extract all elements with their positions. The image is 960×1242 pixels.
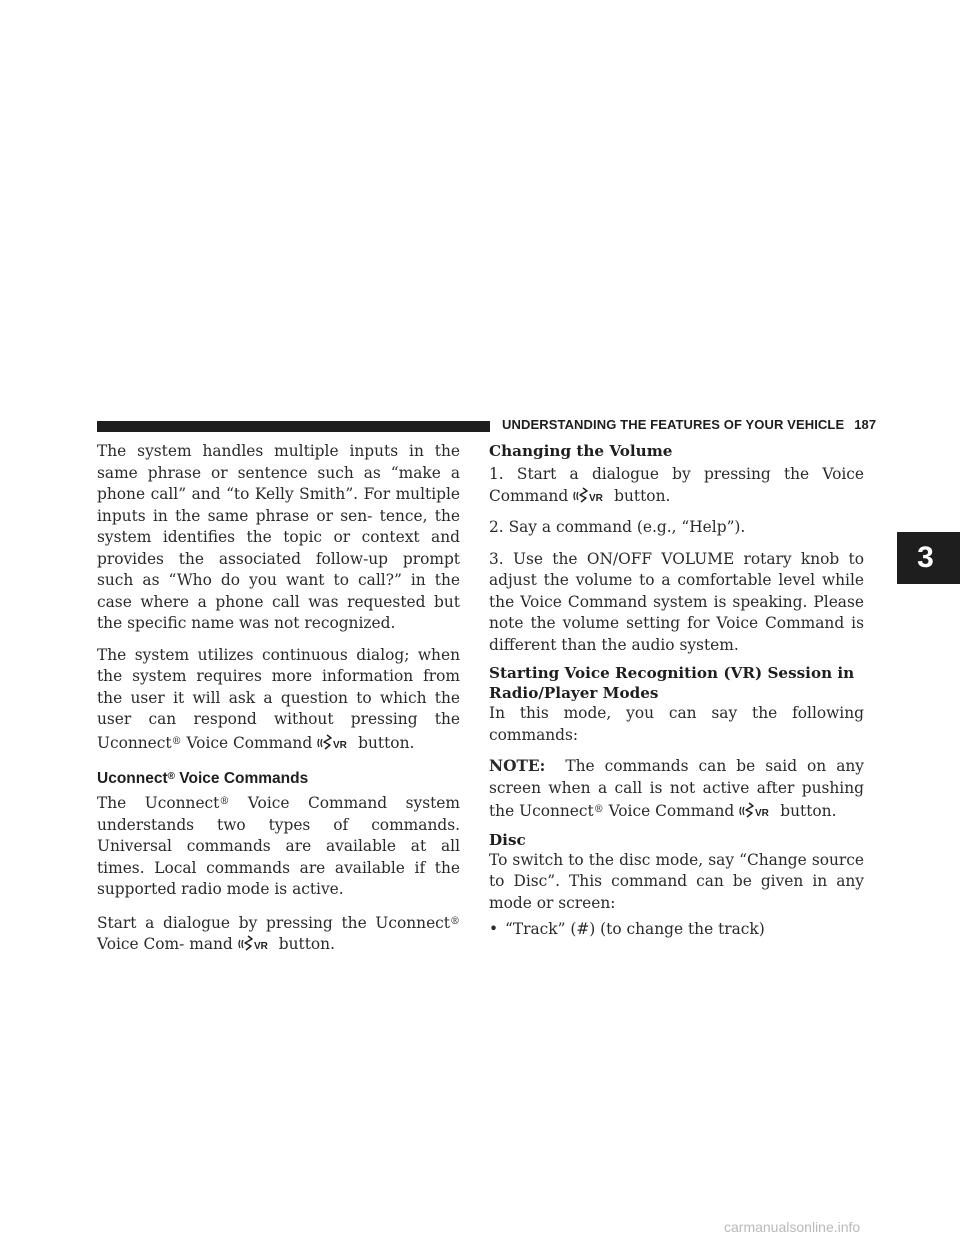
svg-text:VR: VR [755,808,770,818]
header-rule-bar [97,421,490,432]
note-paragraph: NOTE: The commands can be said on any screen when a call is not active after pushing the Uconnect® Voice Command VR button. [489,757,864,820]
right-column [489,441,864,941]
watermark: carmanualsonline.info [724,1219,861,1235]
heading-disc: Disc [489,830,526,849]
paragraph-disc: To switch to the disc mode, say “Change source to Disc”. This command can be given in any mode or screen: [489,850,864,912]
svg-text:VR: VR [589,492,604,503]
disc-command-list [489,919,864,941]
vr-voice-command-icon [572,487,610,503]
note-label: NOTE: [489,757,546,775]
step-2: 2. Say a command (e.g., “Help”). [489,518,746,536]
bullet-icon: • [489,920,499,938]
step-1: 1. Start a dialogue by pressing the Voice Command VR button. [489,465,864,505]
vr-voice-command-icon [237,935,275,951]
paragraph-continuous-dialog: The system utilizes continuous dialog; when the system requires more information from the user it will ask a question to which the user can respond without pressing the Uconnect® Voice Command VR button. [97,645,460,752]
paragraph-mode-commands: In this mode, you can say the following commands: [489,704,864,744]
left-column [97,441,460,956]
registered-mark: ® [167,771,175,782]
registered-mark: ® [171,735,182,747]
section-heading-voice-commands: Uconnect® Voice Commands [97,770,309,787]
header-title: UNDERSTANDING THE FEATURES OF YOUR VEHICLE [502,417,845,432]
page-number: 187 [854,417,877,432]
heading-changing-volume: Changing the Volume [489,442,673,460]
paragraph-multiple-inputs: The system handles multiple inputs in the same phrase or sentence such as “make a phone call” and “to Kelly Smith”. For multiple inputs in the same phrase or sen- tence, the system identifies the topic or context and provides the associated follow-up prompt such as “Who do you want to call?” in the case where a phone call was requested but the specific name was not recognized. [97,442,460,632]
chapter-tab: 3 [897,532,960,584]
vr-voice-command-icon [738,802,776,818]
vr-voice-command-icon [316,734,354,750]
step-3: 3. Use the ON/OFF VOLUME rotary knob to adjust the volume to a comfortable level while the Voice Command system is speaking. Please note the volume setting for Voice Command is different than the audio system. [489,549,864,654]
list-item: • “Track” (#) (to change the track) [489,919,864,941]
registered-mark: ® [219,796,230,807]
svg-text:VR: VR [253,941,268,951]
paragraph-command-types: The Uconnect® Voice Command system understands two types of commands. Universal commands are available at all times. Local commands are available if the supported radio mode is active. [97,794,460,898]
paragraph-start-dialogue: Start a dialogue by pressing the Uconnect® Voice Com- mand VR button. [97,913,460,953]
running-header [502,417,876,432]
registered-mark: ® [450,915,460,927]
registered-mark: ® [593,804,604,815]
svg-text:VR: VR [333,739,348,750]
heading-vr-session: Starting Voice Recognition (VR) Session in Radio/Player Modes [489,664,855,702]
